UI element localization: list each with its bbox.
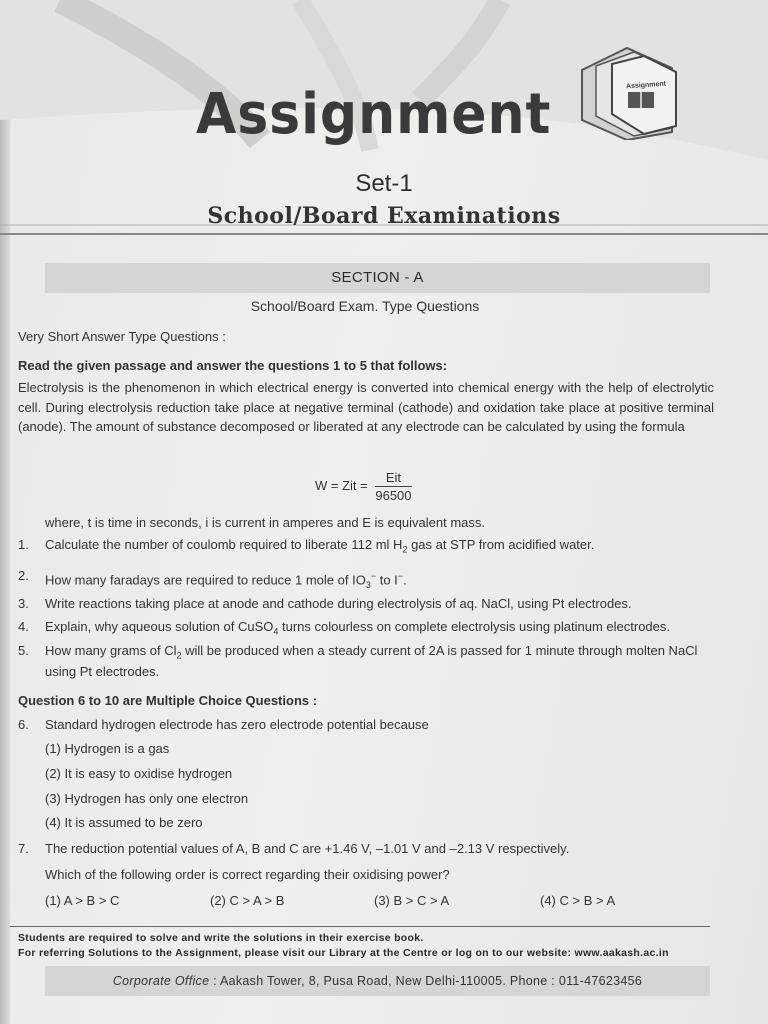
question-2 [45,568,717,593]
subscript: 2 [402,544,408,555]
question-text: will be produced when a steady current of 2A is passed for 1 minute through molten NaCl using Pt electrodes. [45,643,698,679]
section-title: SECTION - A [45,263,710,293]
question-number: 3. [18,596,29,611]
question-4 [45,619,717,640]
header-divider [0,233,768,235]
question-text: Explain, why aqueous solution of CuSO [45,619,274,634]
question-number: 5. [18,643,29,658]
question-number: 7. [18,841,29,856]
question-number: 2. [18,568,29,583]
formula-lhs: W = Zit = [315,477,368,493]
question-text: Calculate the number of coulomb required to liberate 112 ml H [45,537,403,552]
very-short-heading: Very Short Answer Type Questions : [18,329,226,344]
subscript: 4 [273,626,279,637]
mcq-heading: Question 6 to 10 are Multiple Choice Questions : [18,693,318,708]
question-text: How many grams of Cl [45,643,177,658]
passage-text: Electrolysis is the phenomenon in which electrical energy is converted into chemical energy with the help of electrolytic cell. During electrolysis reduction take place at negative terminal (cathode) and oxidation take place at positive terminal (anode). The amount of substance decomposed or liberated at any electrode can be calculated by using the formula [18,380,714,434]
corporate-office-bar [45,966,710,996]
question-6: Standard hydrogen electrode has zero electrode potential because [45,717,429,732]
formula-fraction [375,470,411,503]
option: (1) A > B > C [45,893,120,908]
page-subtitle: School/Board Examinations [207,203,561,229]
question-text: . [403,572,407,588]
question-5 [45,643,717,680]
book-stack-icon [572,40,692,140]
question-number: 6. [18,717,29,732]
footer-note-1: Students are required to solve and write the solutions in their exercise book. [18,932,424,944]
footer-divider [10,926,710,927]
question-text: turns colourless on complete electrolysis using platinum electrodes. [278,619,671,634]
question-number: 1. [18,537,29,552]
question-text: How many faradays are required to reduce 1 mole of IO [45,572,366,588]
question-text: gas at STP from acidified water. [407,537,595,552]
office-address: : Aakash Tower, 8, Pusa Road, New Delhi-110005. Phone : 011-47623456 [209,974,643,988]
question-7: The reduction potential values of A, B and C are +1.46 V, –1.01 V and –2.13 V respectively. [45,841,570,856]
section-subtitle: School/Board Exam. Type Questions [250,298,480,314]
option: (1) Hydrogen is a gas [45,741,170,756]
option: (3) B > C > A [374,893,450,908]
option: (2) It is easy to oxidise hydrogen [45,766,233,781]
formula-denominator: 96500 [375,488,412,503]
electrolysis-formula [315,470,412,503]
logo-label: Assignment [625,80,667,91]
superscript: − [397,571,404,581]
question-text: to I [376,572,398,588]
option: (3) Hydrogen has only one electron [45,791,249,806]
subscript: 3 [365,579,371,590]
set-label: Set-1 [355,170,413,197]
question-3: Write reactions taking place at anode and cathode during electrolysis of aq. NaCl, using Pt electrodes. [45,596,632,611]
option: (2) C > A > B [210,893,285,908]
passage-heading: Read the given passage and answer the questions 1 to 5 that follows: [18,358,448,373]
footer-note-2: For referring Solutions to the Assignment, please visit our Library at the Centre or log on to our website: www.aakash.ac.in [18,947,669,959]
option: (4) It is assumed to be zero [45,815,203,830]
page-title: Assignment [196,82,552,147]
where-line: where, t is time in seconds, i is current in amperes and E is equivalent mass. [45,515,486,530]
office-label: Corporate Office [112,974,210,988]
formula-numerator: Eit [375,470,411,487]
question-7-line-2: Which of the following order is correct regarding their oxidising power? [45,867,450,882]
superscript: − [370,571,377,581]
subscript: 2 [176,650,182,661]
option: (4) C > B > A [540,893,616,908]
question-number: 4. [18,619,29,634]
question-1 [45,537,717,558]
